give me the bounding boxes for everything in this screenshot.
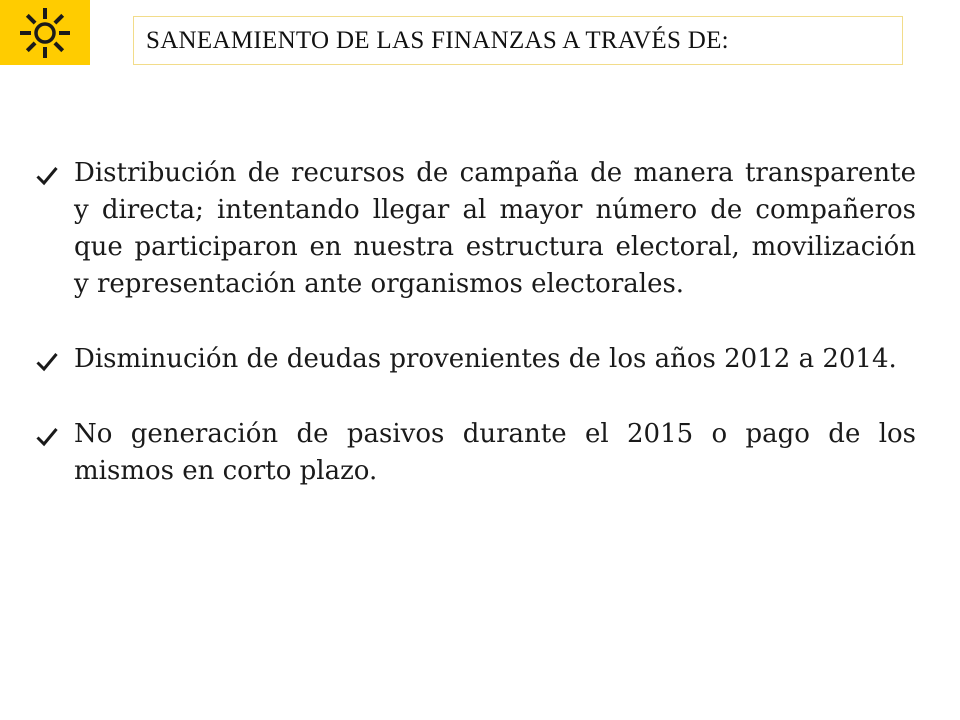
bullet-text: Distribución de recursos de campaña de manera transparente y directa; intentando llegar al mayor número de compañeros que participaron en nuestra estructura electoral, movilización y representación ante organismos electorales. xyxy=(74,158,916,299)
check-icon xyxy=(36,427,58,447)
title-box xyxy=(133,16,903,65)
bullet-text: Disminución de deudas provenientes de los años 2012 a 2014. xyxy=(74,344,897,374)
list-item xyxy=(36,416,916,490)
list-item xyxy=(36,155,916,303)
list-item xyxy=(36,341,916,378)
check-icon xyxy=(36,166,58,186)
bullet-list xyxy=(36,155,916,528)
sun-logo-icon xyxy=(15,5,75,61)
party-logo xyxy=(0,0,90,65)
page-title: SANEAMIENTO DE LAS FINANZAS A TRAVÉS DE: xyxy=(146,26,729,54)
check-icon xyxy=(36,352,58,372)
bullet-text: No generación de pasivos durante el 2015 o pago de los mismos en corto plazo. xyxy=(74,419,916,486)
